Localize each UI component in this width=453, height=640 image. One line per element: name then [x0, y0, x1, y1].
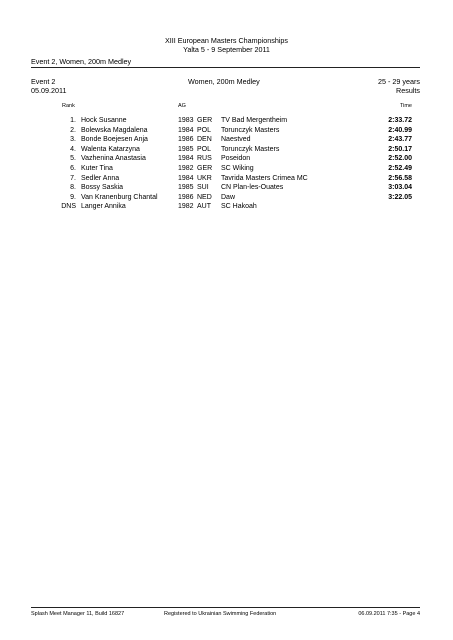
result-nation: POL [197, 145, 212, 153]
result-club: SC Wiking [221, 165, 254, 172]
result-name: Van Kranenburg Chantal [81, 193, 158, 201]
result-name: Sedler Anna [81, 174, 120, 182]
result-club: SC Hakoah [221, 203, 257, 211]
result-year-of-birth: 1984 [178, 174, 194, 182]
result-club: Tavrida Masters Crimea MC [221, 174, 308, 182]
result-name: Langer Annika [81, 203, 126, 211]
result-rank: 3. [70, 136, 76, 144]
age-group: 25 - 29 years [378, 77, 420, 86]
result-name: Hock Susanne [81, 117, 127, 124]
footer-page-info: 06.09.2011 7:35 - Page 4 [358, 611, 420, 617]
result-time: 2:52.49 [388, 165, 412, 172]
column-header-ag: AG [178, 103, 186, 109]
result-name: Bonde Boejesen Anja [81, 136, 148, 144]
event-date: 05.09.2011 [31, 86, 67, 95]
column-header-time: Time [399, 103, 412, 109]
result-nation: GER [197, 165, 213, 172]
result-rank: 9. [70, 193, 76, 201]
result-time: 2:50.17 [388, 145, 412, 153]
result-club: Torunczyk Masters [221, 126, 280, 134]
result-rank: 1. [70, 117, 76, 124]
result-time: 3:22.05 [388, 193, 412, 201]
result-year-of-birth: 1985 [178, 145, 194, 153]
result-rank: 7. [70, 174, 76, 182]
result-time: 2:43.77 [388, 136, 412, 144]
result-club: Torunczyk Masters [221, 145, 280, 153]
result-club: CN Plan-les-Ouates [221, 184, 284, 192]
result-time: 2:40.99 [388, 126, 412, 134]
result-time: 3:03.04 [388, 184, 412, 192]
result-nation: UKR [197, 174, 212, 182]
meet-subtitle: Yalta 5 - 9 September 2011 [183, 45, 270, 54]
footer-software: Splash Meet Manager 11, Build 16827 [31, 611, 125, 617]
result-rank: 6. [70, 165, 76, 172]
result-rank: 4. [70, 145, 76, 153]
result-nation: DEN [197, 136, 212, 144]
result-nation: POL [197, 126, 212, 134]
result-name: Kuter Tina [81, 165, 113, 172]
result-rank: 2. [70, 126, 76, 134]
result-year-of-birth: 1982 [178, 165, 194, 172]
result-name: Bossy Saskia [81, 184, 124, 192]
result-time: 2:33.72 [388, 117, 412, 124]
result-rank: 5. [70, 155, 76, 163]
result-time: 2:52.00 [388, 155, 412, 163]
result-year-of-birth: 1984 [178, 126, 194, 134]
result-nation: RUS [197, 155, 212, 163]
result-club: TV Bad Mergentheim [221, 117, 288, 124]
result-name: Vazhenina Anastasia [81, 155, 146, 163]
result-year-of-birth: 1984 [178, 155, 194, 163]
result-rank: 8. [70, 184, 76, 192]
result-year-of-birth: 1985 [178, 184, 194, 192]
result-year-of-birth: 1986 [178, 136, 194, 144]
result-rank: DNS [61, 203, 76, 211]
result-club: Poseidon [221, 155, 251, 163]
header-rule [31, 67, 420, 68]
footer-rule [31, 607, 420, 608]
result-name: Bolewska Magdalena [81, 126, 148, 134]
result-year-of-birth: 1983 [178, 117, 194, 124]
result-club: Naestved [221, 136, 251, 144]
result-type: Results [396, 86, 420, 95]
result-year-of-birth: 1986 [178, 193, 194, 201]
result-nation: SUI [197, 184, 209, 192]
result-nation: GER [197, 117, 213, 124]
meet-title: XIII European Masters Championships [164, 36, 289, 45]
result-nation: AUT [197, 203, 211, 211]
footer-registration: Registered to Ukrainian Swimming Federation [164, 611, 277, 617]
result-name: Walenta Katarzyna [81, 145, 140, 153]
event-heading: Event 2, Women, 200m Medley [31, 57, 132, 66]
column-header-rank: Rank [62, 103, 75, 109]
event-name: Women, 200m Medley [188, 77, 260, 86]
result-year-of-birth: 1982 [178, 203, 194, 211]
result-nation: NED [197, 193, 212, 201]
event-number: Event 2 [31, 77, 56, 86]
result-time: 2:56.58 [388, 174, 412, 182]
result-club: Daw [221, 193, 236, 201]
